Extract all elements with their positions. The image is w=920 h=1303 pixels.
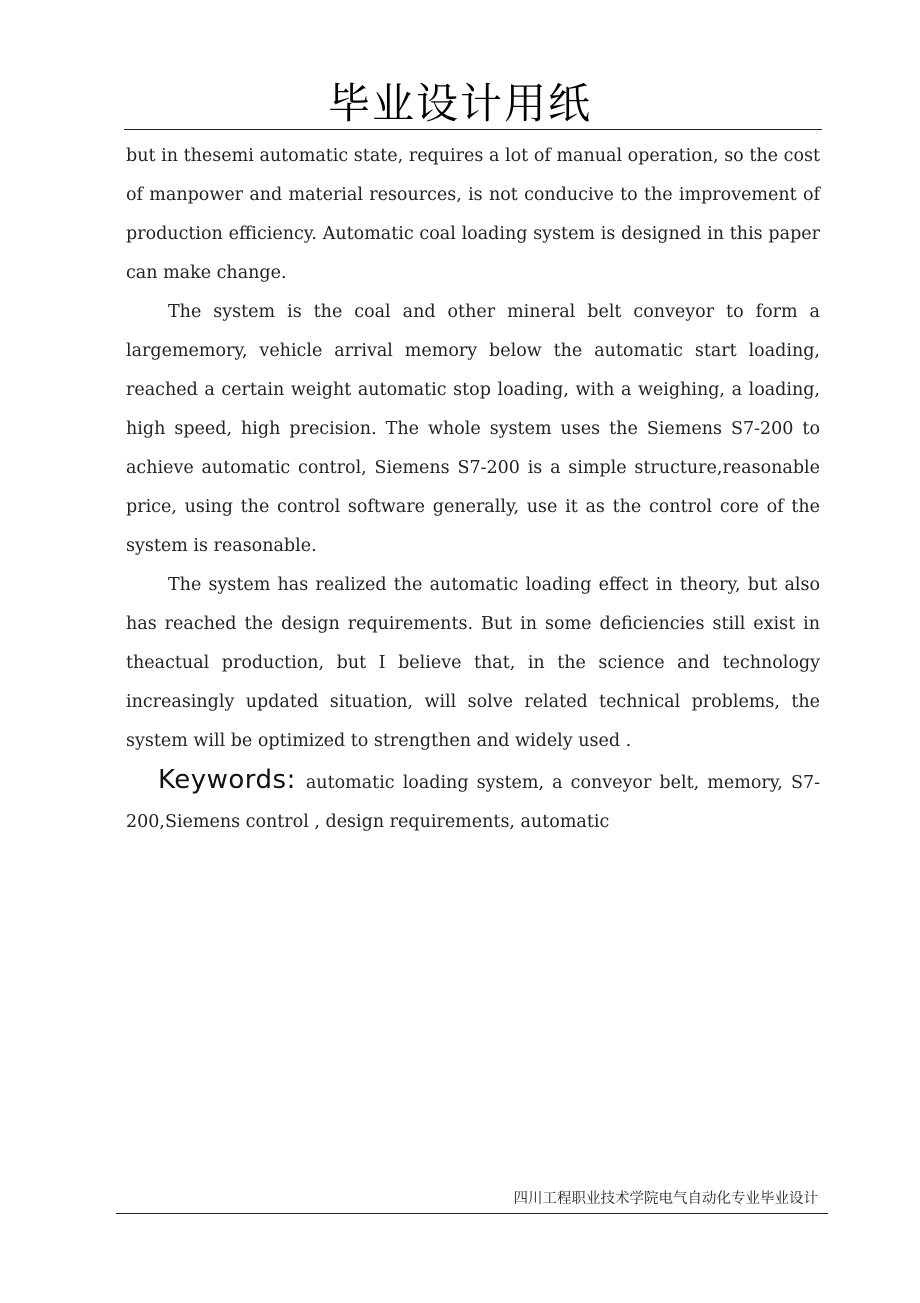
page-footer-text: 四川工程职业技术学院电气自动化专业毕业设计: [513, 1191, 818, 1207]
page-header-title: 毕业设计用纸: [327, 79, 592, 128]
keywords-text: automatic loading system, a conveyor belt, memory, S7-200,Siemens control , design requirements, automatic: [126, 773, 820, 832]
footer-divider: [116, 1213, 828, 1214]
abstract-body: [126, 137, 820, 842]
header-divider: [124, 129, 822, 130]
keywords-line: [126, 761, 820, 842]
abstract-paragraph-2: The system is the coal and other mineral belt conveyor to form a largememory, vehicle arrival memory below the automatic start loading, reached a certain weight automatic stop loading, with a weighing, a loading, high speed, high precision. The whole system uses the Siemens S7-200 to achieve automatic control, Siemens S7-200 is a simple structure,reasonable price, using the control software generally, use it as the control core of the system is reasonable.: [126, 302, 820, 556]
abstract-paragraph-1: but in thesemi automatic state, requires a lot of manual operation, so the cost of manpower and material resources, is not conducive to the improvement of production efficiency. Automatic coal loading system is designed in this paper can make change.: [126, 146, 820, 283]
keywords-label: Keywords:: [158, 765, 296, 795]
abstract-paragraph-3: The system has realized the automatic loading effect in theory, but also has reached the design requirements. But in some deficiencies still exist in theactual production, but I believe that, in the science and technology increasingly updated situation, will solve related technical problems, the system will be optimized to strengthen and widely used .: [126, 575, 820, 751]
